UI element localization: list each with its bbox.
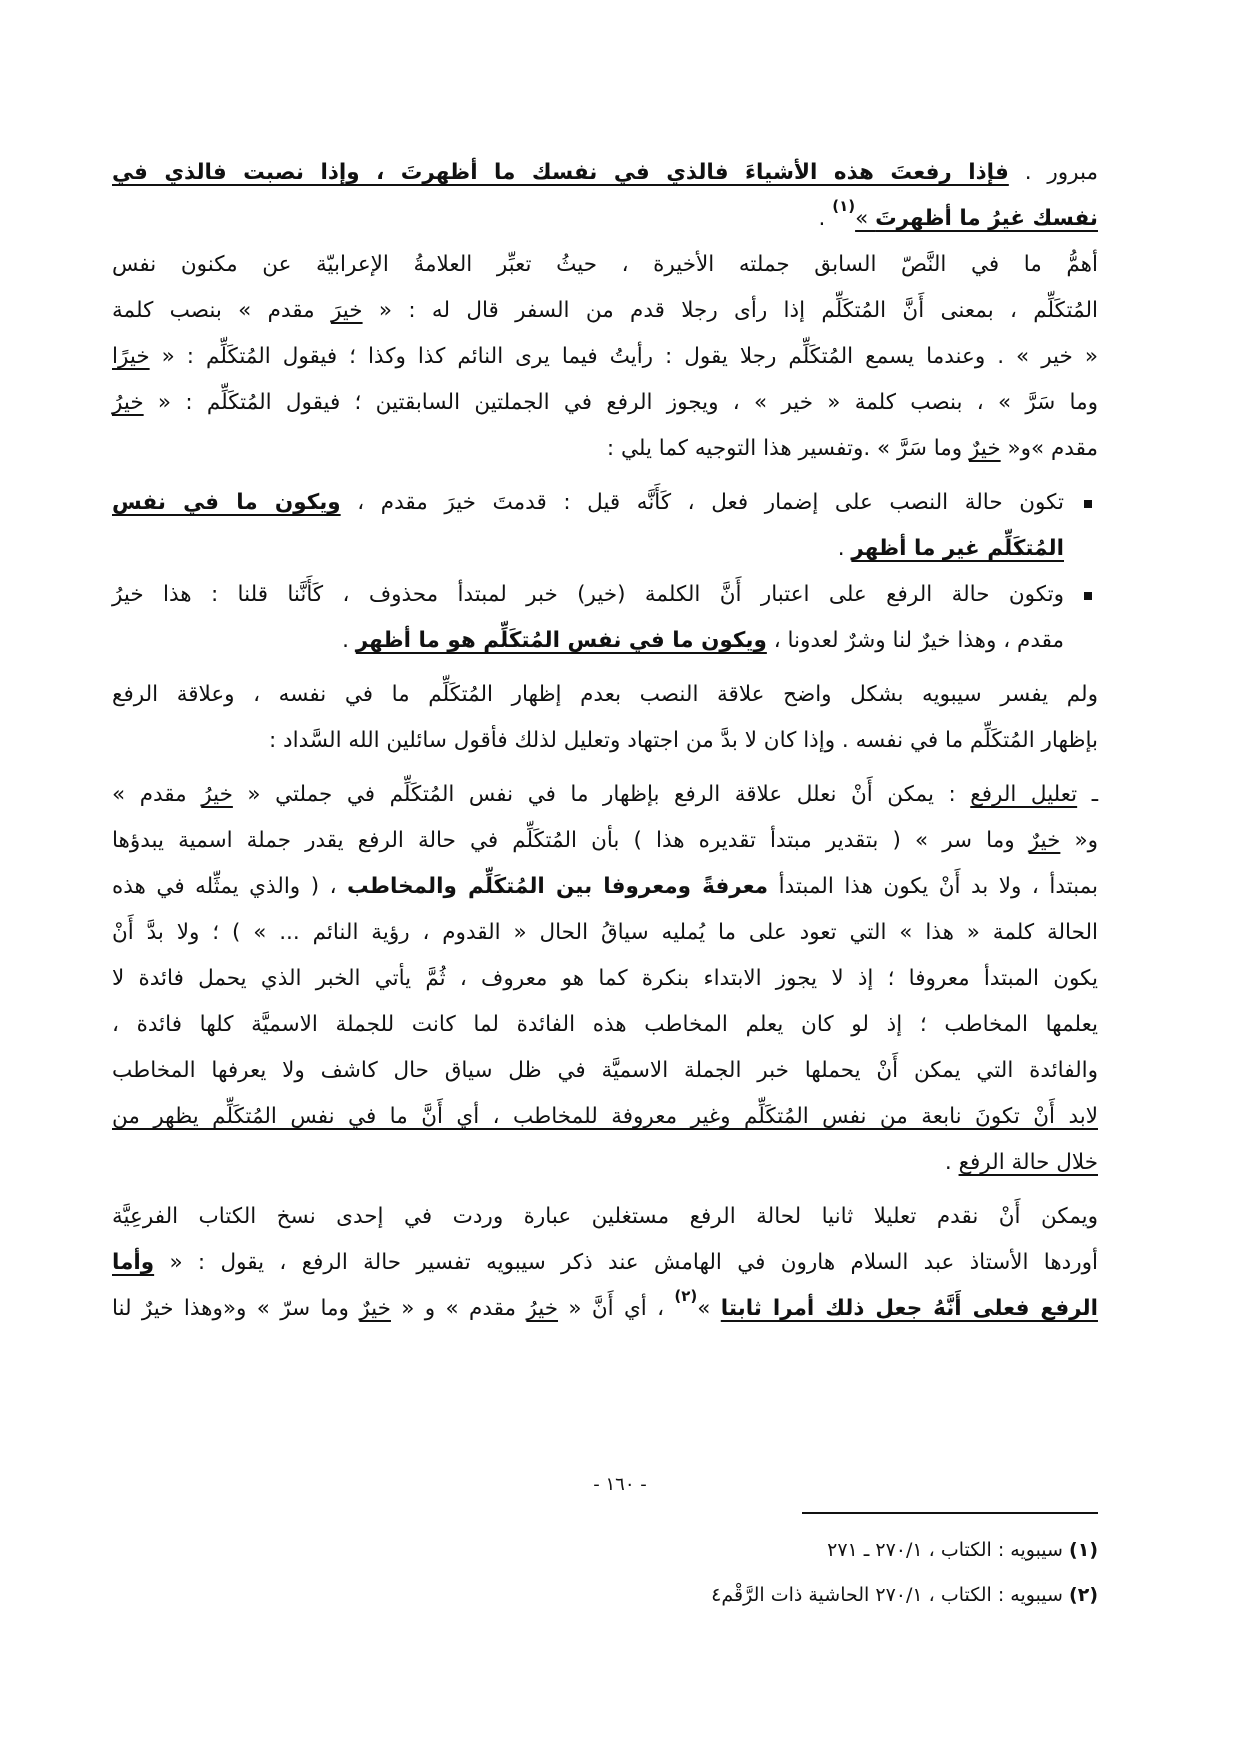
text-line <box>112 288 1098 334</box>
text-line <box>112 1048 1098 1094</box>
paragraph-gap <box>112 1186 1098 1194</box>
text-line <box>112 956 1098 1002</box>
emphasized-text: » <box>855 206 876 231</box>
text-segment: مقدم » بنصب كلمة <box>112 298 331 323</box>
text-segment: يعلمها المخاطب ؛ إذ لو كان يعلم المخاطب هذه الفائدة لما كانت للجملة الاسميَّة كلها فائدة ، <box>112 1012 1098 1037</box>
emphasized-text: خيرُ <box>112 390 144 415</box>
text-segment: « خير » . وعندما يسمع المُتكَلِّم رجلا يقول : رأيتُ فيما يرى النائم كذا وكذا ؛ فيقول المُتكَلِّم : « <box>149 344 1098 369</box>
text-line <box>112 910 1098 956</box>
footnote-1 <box>827 1535 1098 1565</box>
text-segment: . <box>837 536 852 561</box>
footnote-number: (١) <box>1069 1539 1098 1561</box>
text-line <box>112 1194 1098 1240</box>
text-segment: ، أي أَنَّ « <box>558 1296 675 1321</box>
text-segment: : يمكن أَنْ نعلل علاقة الرفع بإظهار ما في نفس المُتكَلِّم في جملتي « <box>232 782 971 807</box>
emphasized-text: خيرًا <box>112 344 150 369</box>
text-segment: مقدم »و« <box>1000 436 1098 461</box>
text-line <box>112 150 1098 196</box>
emphasized-text: ويكون ما في نفس المُتكَلِّم هو ما أظهر <box>355 628 767 653</box>
text-line <box>112 618 1098 664</box>
text-line <box>112 718 1098 764</box>
text-segment: ـ <box>1077 782 1098 807</box>
text-segment: . <box>342 628 356 653</box>
text-line <box>112 1286 1098 1332</box>
emphasized-text: خيرُ <box>526 1296 559 1321</box>
text-segment: المُتكَلِّم ، بمعنى أَنَّ المُتكَلِّم إذا رأى رجلا قدم من السفر قال له : « <box>362 298 1098 323</box>
text-line <box>112 772 1098 818</box>
emphasized-text: خلال حالة الرفع <box>958 1150 1098 1175</box>
text-segment: وما سَرَّ » .وتفسير هذا التوجيه كما يلي : <box>606 436 969 461</box>
text-segment: يكون المبتدأ معروفا ؛ إذ لا يجوز الابتداء بنكرة كما هو معروف ، ثُمَّ يأتي الخبر الذي يحمل فائدة لا <box>112 966 1098 991</box>
text-segment: أهمُّ ما في النَّصّ السابق جملته الأخيرة ، حيثُ تعبِّر العلامةُ الإعرابيّة عن مكنون نفس <box>112 252 1098 277</box>
paragraph-gap <box>112 664 1098 672</box>
bullet-line <box>112 480 1098 526</box>
text-line <box>112 242 1098 288</box>
paragraph-gap <box>112 472 1098 480</box>
text-segment: تكون حالة النصب على إضمار فعل ، كَأَنَّه قيل : قدمتَ خيرَ مقدم ، <box>340 490 1064 515</box>
text-segment: وما سرّ » و«وهذا خيرٌ لنا <box>112 1296 360 1321</box>
emphasized-text: فإذا رفعتَ هذه الأشياءَ فالذي في نفسك ما أظهرتَ ، وإذا نصبت فالذي في <box>112 160 1009 185</box>
emphasized-text: وأما <box>112 1250 155 1275</box>
emphasized-text: نفسك غيرُ ما أظهرتَ <box>875 206 1098 231</box>
text-segment: مقدم » <box>112 782 202 807</box>
emphasized-text: تعليل الرفع <box>970 782 1078 807</box>
text-line <box>112 426 1098 472</box>
text-segment: وما سَرَّ » ، بنصب كلمة « خير » ، ويجوز الرفع في الجملتين السابقتين ؛ فيقول المُتكَلِّم : « <box>143 390 1098 415</box>
text-segment: أوردها الأستاذ عبد السلام هارون في الهامش عند ذكر سيبويه تفسير حالة الرفع ، يقول : « <box>154 1250 1098 1275</box>
text-segment: بمبتدأ ، ولا بد أَنْ يكون هذا المبتدأ <box>768 874 1098 899</box>
text-line <box>112 196 1098 242</box>
emphasized-text: ويكون ما في نفس <box>112 490 341 515</box>
text-segment: . <box>818 206 833 231</box>
footnote-number: (٢) <box>1069 1584 1098 1606</box>
bullet-square-icon <box>1084 500 1092 508</box>
text-segment: الحالة كلمة « هذا » التي تعود على ما يُمليه سياقُ الحال « القدوم ، رؤية النائم ... » ) ؛ ولا بدَّ أَنْ <box>112 920 1098 945</box>
emphasized-text: خيرٌ <box>968 436 1001 461</box>
text-line <box>112 526 1098 572</box>
text-segment: مبرور . <box>1008 160 1099 185</box>
emphasized-text: خيرُ <box>201 782 233 807</box>
text-line <box>112 1094 1098 1140</box>
body-text <box>112 150 1098 1332</box>
emphasized-text: لابد أَنْ تكونَ نابعة من نفس المُتكَلِّم وغير معروفة للمخاطب ، أي أَنَّ ما في نفس المُتكَلِّم يظهر من <box>112 1104 1098 1129</box>
page-number: - ١٦٠ - <box>593 1474 647 1495</box>
bullet-square-icon <box>1084 592 1092 600</box>
text-segment: وما سر » ( بتقدير مبتدأ تقديره هذا ) بأن المُتكَلِّم في حالة الرفع يقدر جملة اسمية يبدؤها <box>112 828 1029 853</box>
text-segment: والفائدة التي يمكن أَنْ يحملها خبر الجملة الاسميَّة في ظل سياق حال كاشف ولا يعرفها المخاطب <box>112 1058 1098 1083</box>
text-line <box>112 818 1098 864</box>
bullet-line <box>112 572 1098 618</box>
paragraph-gap <box>112 764 1098 772</box>
footnote-2 <box>711 1580 1098 1610</box>
emphasized-text: خيرَ <box>330 298 363 323</box>
text-line <box>112 1002 1098 1048</box>
text-line <box>112 1140 1098 1186</box>
emphasized-text: خيرٌ <box>359 1296 391 1321</box>
emphasized-text: الرفع فعلى أَنَّهُ جعل ذلك أمرا ثابتا <box>720 1296 1098 1321</box>
text-line <box>112 864 1098 910</box>
footnote-text: سيبويه : الكتاب ، ٢٧٠/١ ـ ٢٧١ <box>827 1539 1070 1561</box>
document-page <box>112 150 1098 1754</box>
text-segment: » <box>697 1296 721 1321</box>
text-segment: بإظهار المُتكَلِّم ما في نفسه . وإذا كان لا بدَّ من اجتهاد وتعليل لذلك فأقول سائلين الله السَّداد : <box>268 728 1098 753</box>
text-line <box>112 672 1098 718</box>
footnote-separator <box>802 1512 1098 1514</box>
text-segment: ، ( والذي يمثِّله في هذه <box>112 874 348 899</box>
text-segment: ويمكن أَنْ نقدم تعليلا ثانيا لحالة الرفع مستغلين عبارة وردت في إحدى نسخ الكتاب الفرعِيَّة <box>112 1204 1098 1229</box>
footnote-ref: (٢) <box>674 1287 698 1305</box>
footnote-text: سيبويه : الكتاب ، ٢٧٠/١ الحاشية ذات الرَّقْم٤ <box>711 1584 1070 1606</box>
text-segment: ولم يفسر سيبويه بشكل واضح علاقة النصب بعدم إظهار المُتكَلِّم ما في نفسه ، وعلاقة الرفع <box>112 682 1098 707</box>
text-line <box>112 1240 1098 1286</box>
text-segment: مقدم » و « <box>390 1296 527 1321</box>
text-line <box>112 334 1098 380</box>
text-line <box>112 380 1098 426</box>
text-segment: مقدم ، وهذا خيرٌ لنا وشرٌ لعدونا ، <box>766 628 1064 653</box>
text-segment: . <box>944 1150 959 1175</box>
emphasized-text: معرفةً ومعروفا بين المُتكَلِّم والمخاطب <box>347 874 769 899</box>
footnote-ref: (١) <box>832 197 856 215</box>
emphasized-text: المُتكَلِّم غير ما أظهر <box>851 536 1064 561</box>
emphasized-text: خيرٌ <box>1028 828 1061 853</box>
text-segment: و« <box>1060 828 1099 853</box>
text-segment: وتكون حالة الرفع على اعتبار أَنَّ الكلمة (خير) خبر لمبتدأ محذوف ، كَأَنَّنا قلنا : هذا خيرُ <box>112 582 1064 607</box>
